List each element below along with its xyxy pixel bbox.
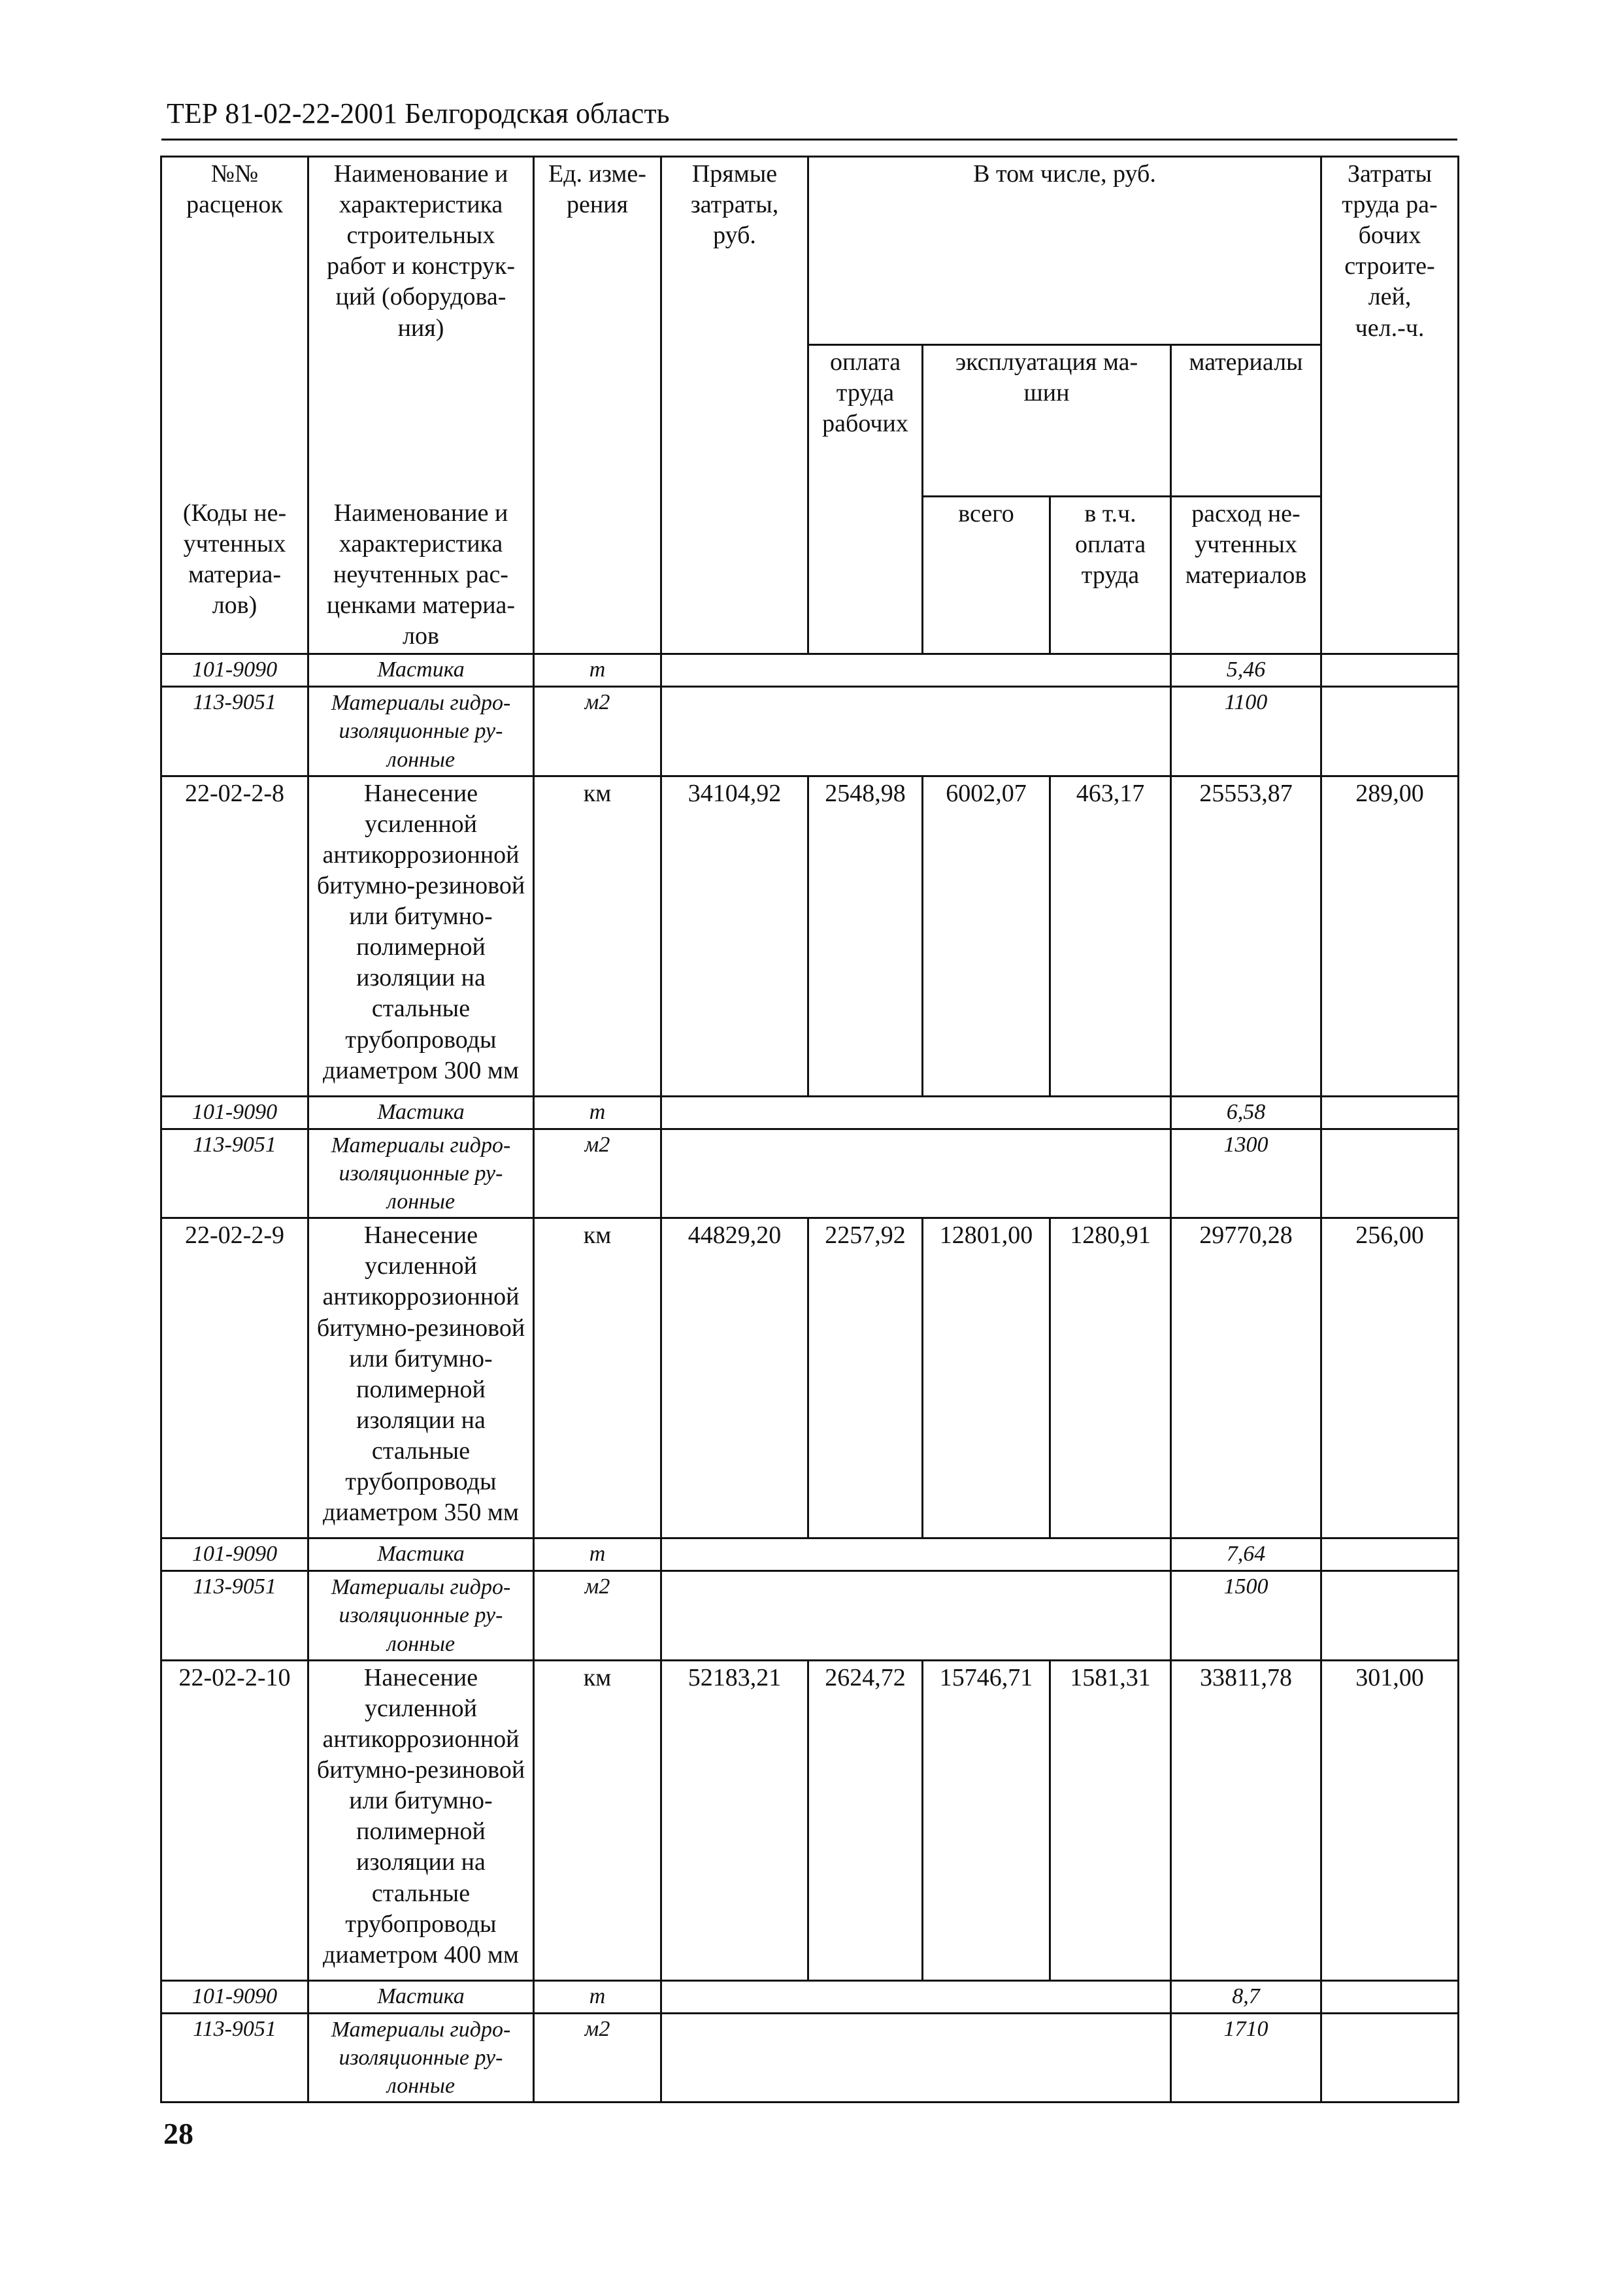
material-name: Мастика (308, 1096, 534, 1129)
material-name: Материалы гидро-изоляционные ру-лонные (308, 2013, 534, 2103)
material-code: 113-9051 (161, 1129, 308, 1218)
material-unit: м2 (534, 1129, 661, 1218)
rate-name: Нанесение усиленной антикоррозионной битумно-резиновой или битумно-полимерной изоляции на стальные трубопроводы диаметром 300 мм (308, 776, 534, 1096)
material-empty-span (661, 654, 1171, 687)
page-number: 28 (163, 2117, 193, 2150)
material-unit: т (534, 1538, 661, 1571)
rate-row (161, 1660, 1459, 1980)
col-header-wages: оплата труда рабочих (808, 345, 923, 654)
rate-machines-total: 12801,00 (923, 1218, 1050, 1538)
rate-unit: км (534, 776, 661, 1096)
rate-materials: 29770,28 (1171, 1218, 1321, 1538)
material-row (161, 1538, 1459, 1571)
rate-wages: 2548,98 (808, 776, 923, 1096)
material-row (161, 2013, 1459, 2103)
material-code: 113-9051 (161, 1571, 308, 1661)
material-empty-span (661, 1571, 1171, 1661)
material-code: 113-9051 (161, 2013, 308, 2103)
material-consumption: 6,58 (1171, 1096, 1321, 1129)
col-header-unit: Ед. изме- рения (534, 157, 661, 654)
material-consumption: 1300 (1171, 1129, 1321, 1218)
material-empty-labor (1321, 1571, 1459, 1661)
material-name: Материалы гидро-изоляционные ру-лонные (308, 1571, 534, 1661)
material-empty-span (661, 1538, 1171, 1571)
material-consumption: 8,7 (1171, 1980, 1321, 2013)
material-code: 101-9090 (161, 654, 308, 687)
material-empty-labor (1321, 654, 1459, 687)
material-empty-labor (1321, 1538, 1459, 1571)
col-header-codes: (Коды не- учтенных материа- лов) (161, 497, 308, 654)
rate-unit: км (534, 1660, 661, 1980)
col-header-direct: Прямые затраты, руб. (661, 157, 808, 654)
material-name: Материалы гидро-изоляционные ру-лонные (308, 687, 534, 776)
col-header-incl-wages: в т.ч. оплата труда (1050, 497, 1171, 654)
material-row (161, 1980, 1459, 2013)
material-row (161, 654, 1459, 687)
material-empty-labor (1321, 2013, 1459, 2103)
material-code: 101-9090 (161, 1980, 308, 2013)
rate-row (161, 1218, 1459, 1538)
material-unit: м2 (534, 687, 661, 776)
rate-code: 22-02-2-10 (161, 1660, 308, 1980)
material-row (161, 1129, 1459, 1218)
header-row-1 (161, 157, 1459, 345)
material-empty-span (661, 1980, 1171, 2013)
page-header-title: ТЕР 81-02-22-2001 Белгородская область (167, 97, 670, 129)
rate-unit: км (534, 1218, 661, 1538)
material-empty-span (661, 1096, 1171, 1129)
material-unit: т (534, 1096, 661, 1129)
material-empty-labor (1321, 1129, 1459, 1218)
material-consumption: 1500 (1171, 1571, 1321, 1661)
rate-machines-wages: 1581,31 (1050, 1660, 1171, 1980)
rate-labor: 289,00 (1321, 776, 1459, 1096)
material-empty-labor (1321, 1980, 1459, 2013)
rate-materials: 33811,78 (1171, 1660, 1321, 1980)
material-empty-span (661, 687, 1171, 776)
col-header-consumption: расход не- учтенных материалов (1171, 497, 1321, 654)
col-header-materials: материалы (1171, 345, 1321, 497)
rate-machines-total: 6002,07 (923, 776, 1050, 1096)
rate-materials: 25553,87 (1171, 776, 1321, 1096)
rate-row (161, 776, 1459, 1096)
col-header-name2: Наименование и характеристика неучтенных рас- ценками материа- лов (308, 497, 534, 654)
material-unit: т (534, 1980, 661, 2013)
rate-code: 22-02-2-8 (161, 776, 308, 1096)
col-header-name: Наименование и характеристика строительных работ и конструк- ций (оборудова- ния) (308, 157, 534, 345)
rate-wages: 2257,92 (808, 1218, 923, 1538)
material-name: Материалы гидро-изоляционные ру-лонные (308, 1129, 534, 1218)
col-header-number: №№ расценок (161, 157, 308, 345)
col-header-incl: В том числе, руб. (808, 157, 1321, 345)
rate-machines-total: 15746,71 (923, 1660, 1050, 1980)
header-row-2 (161, 345, 1459, 497)
rate-labor: 301,00 (1321, 1660, 1459, 1980)
material-name: Мастика (308, 1980, 534, 2013)
material-row (161, 1096, 1459, 1129)
material-consumption: 5,46 (1171, 654, 1321, 687)
material-consumption: 1100 (1171, 687, 1321, 776)
material-name: Мастика (308, 1538, 534, 1571)
rate-direct-cost: 44829,20 (661, 1218, 808, 1538)
rate-direct-cost: 52183,21 (661, 1660, 808, 1980)
material-name: Мастика (308, 654, 534, 687)
header-rule (161, 139, 1457, 141)
material-consumption: 7,64 (1171, 1538, 1321, 1571)
material-code: 101-9090 (161, 1538, 308, 1571)
rate-name: Нанесение усиленной антикоррозионной битумно-резиновой или битумно-полимерной изоляции на стальные трубопроводы диаметром 400 мм (308, 1660, 534, 1980)
rate-labor: 256,00 (1321, 1218, 1459, 1538)
material-empty-span (661, 2013, 1171, 2103)
rate-code: 22-02-2-9 (161, 1218, 308, 1538)
col-header-total: всего (923, 497, 1050, 654)
rate-name: Нанесение усиленной антикоррозионной битумно-резиновой или битумно-полимерной изоляции на стальные трубопроводы диаметром 350 мм (308, 1218, 534, 1538)
rates-table (160, 156, 1459, 2103)
rate-machines-wages: 1280,91 (1050, 1218, 1171, 1538)
col-header-labor: Затраты труда ра- бочих строите- лей, чел.-ч. (1321, 157, 1459, 654)
material-code: 113-9051 (161, 687, 308, 776)
material-code: 101-9090 (161, 1096, 308, 1129)
material-unit: м2 (534, 1571, 661, 1661)
material-unit: м2 (534, 2013, 661, 2103)
material-consumption: 1710 (1171, 2013, 1321, 2103)
material-empty-labor (1321, 687, 1459, 776)
material-empty-span (661, 1129, 1171, 1218)
material-empty-labor (1321, 1096, 1459, 1129)
rate-wages: 2624,72 (808, 1660, 923, 1980)
material-row (161, 687, 1459, 776)
rate-machines-wages: 463,17 (1050, 776, 1171, 1096)
material-row (161, 1571, 1459, 1661)
col-header-machines: эксплуатация ма- шин (923, 345, 1171, 497)
material-unit: т (534, 654, 661, 687)
rate-direct-cost: 34104,92 (661, 776, 808, 1096)
